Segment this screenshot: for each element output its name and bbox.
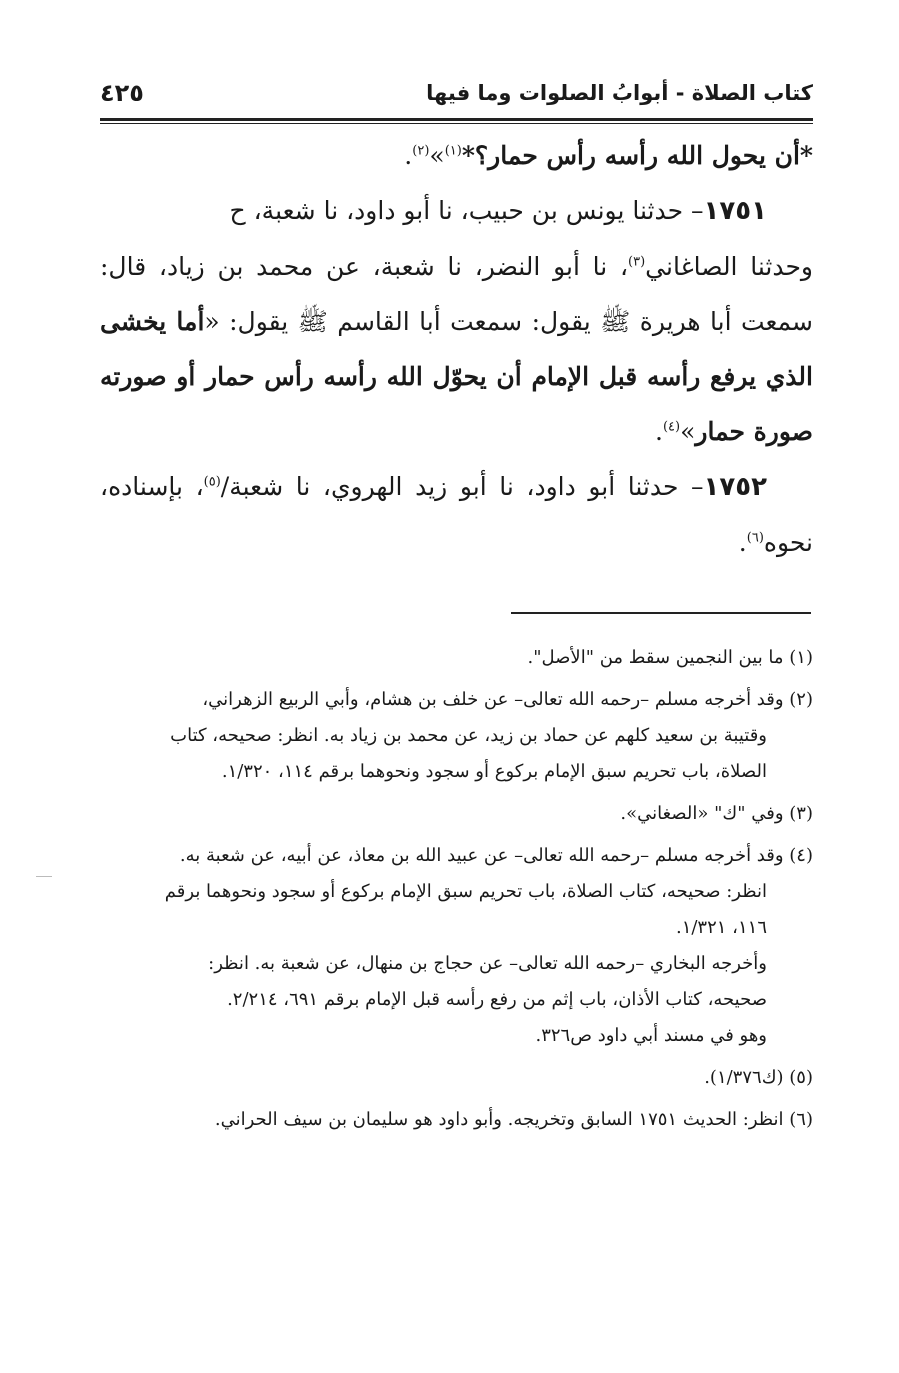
sentence-end: . <box>738 528 747 557</box>
quote-close: » <box>429 141 445 170</box>
narration-text: ، نا أبو النضر، نا شعبة، عن محمد بن زياد، قال: سمعت أبا هريرة ﷺ يقول: سمعت أبا القاسم ﷺ يقول: « <box>100 252 813 336</box>
footnote-2-line: وقتيبة بن سعيد كلهم عن حماد بن زيد، عن محمد بن زياد به. انظر: صحيحه، كتاب <box>170 725 767 746</box>
footnote-separator <box>511 612 811 614</box>
footnote-5: (٥) (ك١/٣٧٦). <box>704 1067 813 1088</box>
footnote-ref-1: (١) <box>444 143 462 159</box>
footnote-ref-5: (٥) <box>203 474 221 490</box>
page-header <box>100 70 813 116</box>
hadith-1751-body <box>100 239 813 459</box>
footnote-1: (١) ما بين النجمين سقط من "الأصل". <box>527 647 813 668</box>
running-title: كتاب الصلاة - أبوابُ الصلوات وما فيها <box>426 81 813 105</box>
header-rule <box>100 118 813 124</box>
paragraph-continuation <box>100 128 813 183</box>
footnote-3: (٣) وفي "ك" «الصغاني». <box>620 803 813 824</box>
margin-mark <box>36 876 52 877</box>
main-text <box>100 128 813 570</box>
hadith-number-1751: ١٧٥١ <box>703 196 767 226</box>
hadith-1752 <box>100 459 813 570</box>
hadith-1752-chain: – حدثنا أبو داود، نا أبو زيد الهروي، نا شعبة/ <box>220 472 704 501</box>
footnote-ref-6: (٦) <box>746 530 764 546</box>
sentence-end: . <box>404 141 413 170</box>
quote-close: » <box>680 417 696 446</box>
hadith-matn-bold: أما يخشى الذي يرفع رأسه قبل الإمام أن يحوّل الله رأسه رأس حمار أو صورته صورة حمار <box>100 307 813 446</box>
footnote-ref-4: (٤) <box>662 419 681 435</box>
hadith-1751-chain: – حدثنا يونس بن حبيب، نا أبو داود، نا شعبة، ح <box>229 196 704 225</box>
hadith-number-1752: ١٧٥٢ <box>703 472 767 502</box>
sentence-end: . <box>654 417 663 446</box>
hadith-1751 <box>100 183 813 239</box>
footnote-ref-3: (٣) <box>628 254 646 270</box>
footnotes <box>100 640 813 1138</box>
page-number: ٤٢٥ <box>100 79 144 107</box>
footnote-2-line: الصلاة، باب تحريم سبق الإمام بركوع أو سجود ونحوهما برقم ١١٤، ١/٣٢٠. <box>221 761 767 782</box>
footnote-2: (٢) وقد أخرجه مسلم –رحمه الله تعالى– عن خلف بن هشام، وأبي الربيع الزهراني، <box>202 689 813 710</box>
narration-text: وحدثنا الصاغاني <box>645 252 813 281</box>
footnote-ref-2: (٢) <box>412 143 430 159</box>
hadith-text-bold: *أن يحول الله رأسه رأس حمار؟* <box>461 141 813 170</box>
hadith-1752-text: ، بإسناده، نحوه <box>100 472 813 557</box>
footnote-4: (٤) وقد أخرجه مسلم –رحمه الله تعالى– عن عبيد الله بن معاذ، عن أبيه، عن شعبة به. <box>179 845 813 866</box>
footnote-4-line: وأخرجه البخاري –رحمه الله تعالى– عن حجاج بن منهال، عن شعبة به. انظر: <box>208 953 767 974</box>
footnote-6: (٦) انظر: الحديث ١٧٥١ السابق وتخريجه. وأبو داود هو سليمان بن سيف الحراني. <box>214 1109 813 1130</box>
footnote-4-line: ١١٦، ١/٣٢١. <box>675 917 767 938</box>
footnote-4-line: صحيحه، كتاب الأذان، باب إثم من رفع رأسه قبل الإمام برقم ٦٩١، ٢/٢١٤. <box>227 989 767 1010</box>
footnote-4-line: وهو في مسند أبي داود ص٣٢٦. <box>535 1025 767 1046</box>
footnote-4-line: انظر: صحيحه، كتاب الصلاة، باب تحريم سبق الإمام بركوع أو سجود ونحوهما برقم <box>164 881 767 902</box>
